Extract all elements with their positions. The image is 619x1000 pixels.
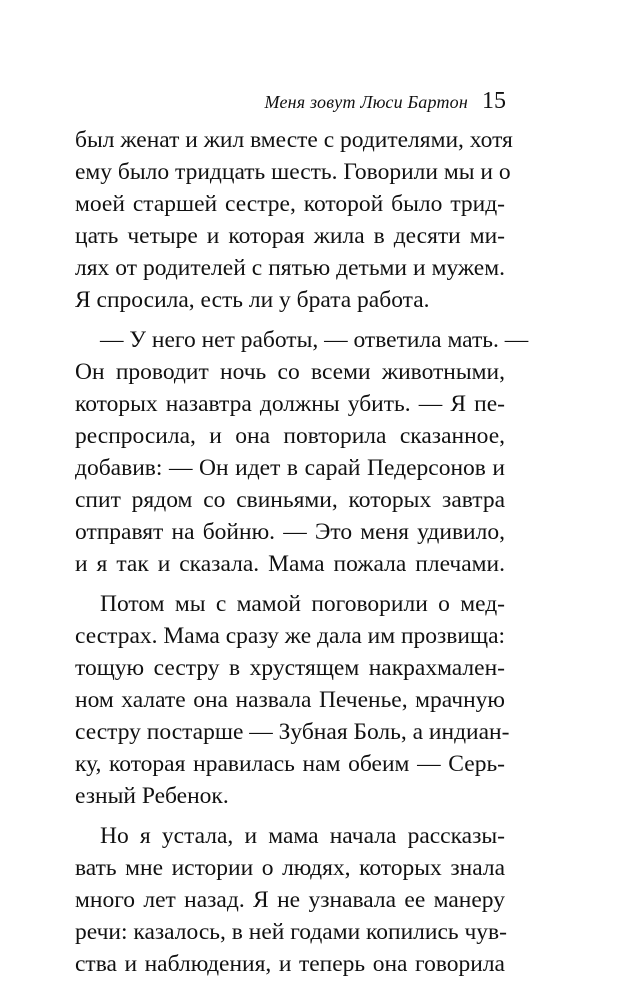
text-line: — У него нет работы, — ответила мать. — [100,327,529,353]
paragraph-1 [75,124,513,316]
text-line: отправят на бойню. — Это меня удивило, [75,519,505,545]
text-line: был женат и жил вместе с родителями, хотя [75,127,513,153]
text-line: тощую сестру в хрустящем накрахмален- [75,655,505,681]
text-line: ему было тридцать шесть. Говорили мы и о [75,159,511,185]
text-line: Он проводит ночь со всеми животными, [75,359,505,385]
text-line: ном халате она назвала Печенье, мрачную [75,687,505,713]
text-line: респросила, и она повторила сказанное, [75,423,505,449]
text-line: сестру постарше — Зубная Боль, а индиан- [75,719,510,745]
paragraph-4 [75,820,505,980]
paragraph-2 [75,324,529,580]
text-line: сестрах. Мама сразу же дала им прозвища: [75,623,506,649]
text-line: речи: казалось, в ней годами копились чув- [75,919,507,945]
text-line: спит рядом со свиньями, которых завтра [75,487,505,513]
text-line: Но я устала, и мама начала рассказы- [100,823,505,849]
text-line: моей старшей сестре, которой было трид- [75,191,505,217]
body-text [75,124,529,980]
paragraph-3 [75,588,510,812]
running-title: Меня зовут Люси Бартон [264,92,468,112]
text-line: и я так и сказала. Мама пожала плечами. [75,551,505,577]
text-line: добавив: — Он идет в сарай Педерсонов и [75,455,505,481]
text-line: ства и наблюдения, и теперь она говорила [75,951,505,977]
text-line: лях от родителей с пятью детьми и мужем. [75,255,505,281]
text-line: Потом мы с мамой поговорили о мед- [100,591,505,617]
text-line: езный Ребенок. [75,783,229,809]
text-line: ку, которая нравилась нам обеим — Серь- [75,751,505,777]
page-number: 15 [482,88,506,114]
text-line: много лет назад. Я не узнавала ее манеру [75,887,505,913]
text-line: Я спросила, есть ли у брата работа. [75,287,430,313]
text-line: вать мне истории о людях, которых знала [75,855,505,881]
text-line: цать четыре и которая жила в десяти ми- [75,223,505,249]
text-line: которых назавтра должны убить. — Я пе- [75,391,505,417]
running-header [265,88,506,115]
